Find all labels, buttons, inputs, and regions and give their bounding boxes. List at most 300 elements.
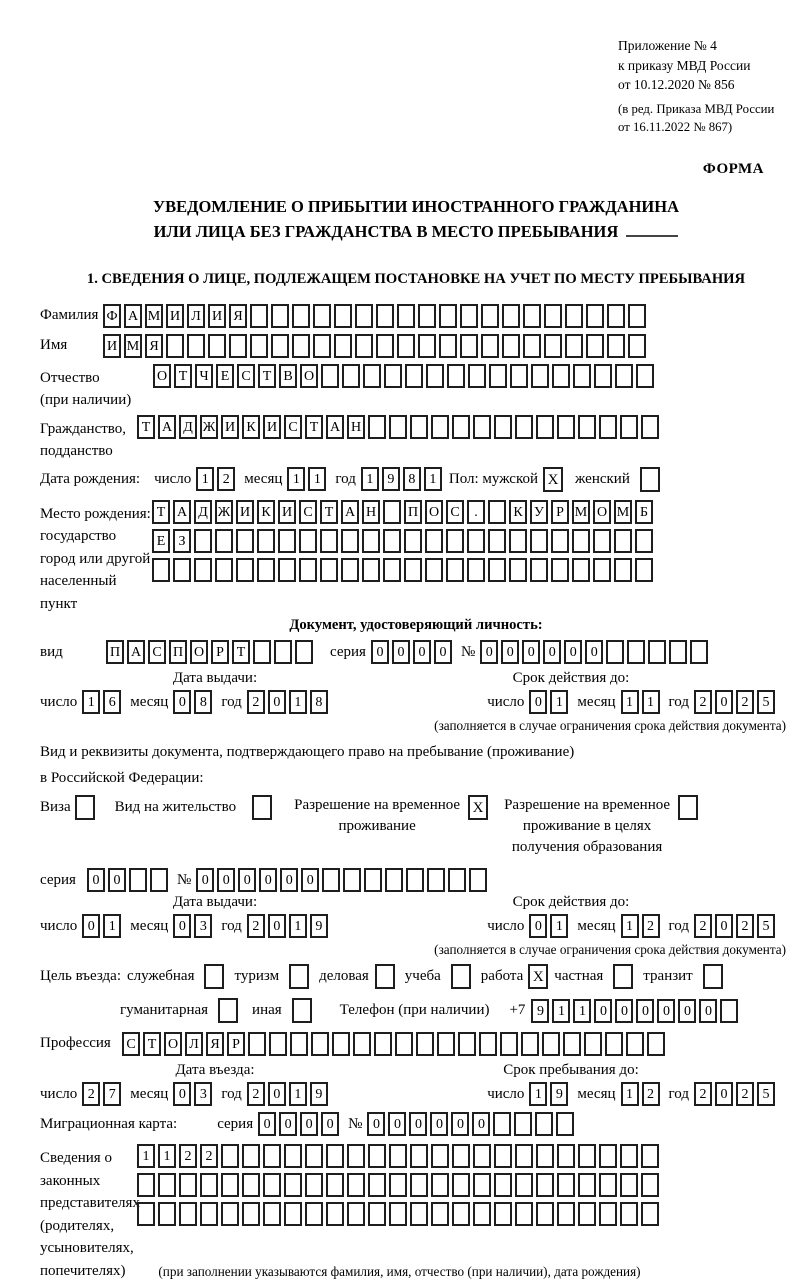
form-cell[interactable]: 0 <box>430 1112 448 1136</box>
form-cell[interactable] <box>332 1032 350 1056</box>
form-cell[interactable] <box>641 415 659 439</box>
form-cell[interactable]: Б <box>635 500 653 524</box>
form-cell[interactable]: 2 <box>247 1082 265 1106</box>
form-cell[interactable]: 0 <box>196 868 214 892</box>
form-cell[interactable]: Т <box>320 500 338 524</box>
form-cell[interactable] <box>271 334 289 358</box>
form-cell[interactable] <box>376 304 394 328</box>
form-cell[interactable]: И <box>263 415 281 439</box>
form-cell[interactable] <box>467 529 485 553</box>
form-cell[interactable]: Т <box>232 640 250 664</box>
form-cell[interactable] <box>320 558 338 582</box>
form-cell[interactable] <box>635 558 653 582</box>
form-cell[interactable] <box>278 558 296 582</box>
form-cell[interactable]: Т <box>152 500 170 524</box>
purpose-business-checkbox[interactable] <box>375 964 395 989</box>
form-cell[interactable] <box>397 304 415 328</box>
form-cell[interactable]: 9 <box>310 1082 328 1106</box>
form-cell[interactable] <box>342 364 360 388</box>
form-cell[interactable] <box>187 334 205 358</box>
form-cell[interactable] <box>305 1173 323 1197</box>
form-cell[interactable] <box>488 500 506 524</box>
form-cell[interactable] <box>334 304 352 328</box>
form-cell[interactable] <box>493 1112 511 1136</box>
form-cell[interactable] <box>242 1202 260 1226</box>
form-cell[interactable] <box>362 558 380 582</box>
form-cell[interactable]: 1 <box>289 1082 307 1106</box>
form-cell[interactable] <box>439 334 457 358</box>
form-cell[interactable] <box>263 1173 281 1197</box>
form-cell[interactable]: П <box>106 640 124 664</box>
form-cell[interactable] <box>605 1032 623 1056</box>
form-cell[interactable]: 9 <box>531 999 549 1023</box>
form-cell[interactable] <box>599 1144 617 1168</box>
form-cell[interactable] <box>410 1173 428 1197</box>
form-cell[interactable]: 0 <box>564 640 582 664</box>
form-cell[interactable] <box>578 1144 596 1168</box>
form-cell[interactable]: Л <box>185 1032 203 1056</box>
form-cell[interactable] <box>274 640 292 664</box>
form-cell[interactable] <box>166 334 184 358</box>
form-cell[interactable] <box>284 1144 302 1168</box>
form-cell[interactable] <box>494 1173 512 1197</box>
form-cell[interactable]: Т <box>258 364 276 388</box>
temp-residence-checkbox[interactable]: X <box>468 795 488 820</box>
form-cell[interactable]: 2 <box>736 690 754 714</box>
form-cell[interactable] <box>347 1202 365 1226</box>
purpose-transit-checkbox[interactable] <box>703 964 723 989</box>
form-cell[interactable]: У <box>530 500 548 524</box>
temp-residence-edu-checkbox[interactable] <box>678 795 698 820</box>
form-cell[interactable]: 9 <box>310 914 328 938</box>
form-cell[interactable] <box>552 364 570 388</box>
form-cell[interactable]: Е <box>216 364 234 388</box>
form-cell[interactable] <box>410 415 428 439</box>
form-cell[interactable]: 0 <box>480 640 498 664</box>
form-cell[interactable]: 0 <box>217 868 235 892</box>
form-cell[interactable] <box>292 334 310 358</box>
form-cell[interactable]: 2 <box>217 467 235 491</box>
form-cell[interactable] <box>488 558 506 582</box>
form-cell[interactable] <box>530 558 548 582</box>
form-cell[interactable] <box>523 334 541 358</box>
form-cell[interactable]: С <box>237 364 255 388</box>
form-cell[interactable] <box>431 1202 449 1226</box>
purpose-other-checkbox[interactable] <box>292 998 312 1023</box>
form-cell[interactable] <box>460 304 478 328</box>
form-cell[interactable]: 3 <box>194 914 212 938</box>
form-cell[interactable]: 0 <box>636 999 654 1023</box>
form-cell[interactable]: 2 <box>200 1144 218 1168</box>
form-cell[interactable] <box>368 1173 386 1197</box>
form-cell[interactable] <box>628 334 646 358</box>
form-cell[interactable] <box>607 334 625 358</box>
purpose-study-checkbox[interactable] <box>451 964 471 989</box>
form-cell[interactable]: С <box>284 415 302 439</box>
form-cell[interactable] <box>322 868 340 892</box>
form-cell[interactable]: О <box>164 1032 182 1056</box>
form-cell[interactable] <box>416 1032 434 1056</box>
form-cell[interactable] <box>542 1032 560 1056</box>
form-cell[interactable]: П <box>404 500 422 524</box>
form-cell[interactable] <box>383 500 401 524</box>
form-cell[interactable] <box>347 1144 365 1168</box>
form-cell[interactable]: 0 <box>434 640 452 664</box>
form-cell[interactable] <box>242 1144 260 1168</box>
form-cell[interactable] <box>334 334 352 358</box>
form-cell[interactable]: 1 <box>424 467 442 491</box>
form-cell[interactable]: 0 <box>258 1112 276 1136</box>
form-cell[interactable]: В <box>279 364 297 388</box>
form-cell[interactable]: 1 <box>642 690 660 714</box>
form-cell[interactable]: Т <box>174 364 192 388</box>
form-cell[interactable] <box>194 558 212 582</box>
form-cell[interactable] <box>593 529 611 553</box>
form-cell[interactable] <box>544 334 562 358</box>
form-cell[interactable] <box>460 334 478 358</box>
form-cell[interactable] <box>404 529 422 553</box>
form-cell[interactable] <box>620 1202 638 1226</box>
form-cell[interactable] <box>551 558 569 582</box>
form-cell[interactable]: 0 <box>715 914 733 938</box>
form-cell[interactable] <box>599 1173 617 1197</box>
form-cell[interactable]: 0 <box>367 1112 385 1136</box>
form-cell[interactable] <box>250 334 268 358</box>
form-cell[interactable] <box>158 1173 176 1197</box>
form-cell[interactable]: 1 <box>308 467 326 491</box>
purpose-tourism-checkbox[interactable] <box>289 964 309 989</box>
form-cell[interactable] <box>620 415 638 439</box>
form-cell[interactable] <box>364 868 382 892</box>
form-cell[interactable]: 0 <box>259 868 277 892</box>
form-cell[interactable]: И <box>166 304 184 328</box>
form-cell[interactable] <box>425 558 443 582</box>
form-cell[interactable] <box>368 415 386 439</box>
form-cell[interactable]: 2 <box>247 914 265 938</box>
form-cell[interactable] <box>221 1144 239 1168</box>
form-cell[interactable] <box>257 558 275 582</box>
form-cell[interactable]: 1 <box>158 1144 176 1168</box>
form-cell[interactable] <box>599 1202 617 1226</box>
form-cell[interactable] <box>565 334 583 358</box>
form-cell[interactable] <box>494 415 512 439</box>
form-cell[interactable] <box>556 1112 574 1136</box>
form-cell[interactable]: Я <box>229 304 247 328</box>
form-cell[interactable] <box>257 529 275 553</box>
form-cell[interactable]: 1 <box>552 999 570 1023</box>
form-cell[interactable]: 5 <box>757 914 775 938</box>
form-cell[interactable]: С <box>148 640 166 664</box>
form-cell[interactable] <box>439 304 457 328</box>
purpose-work-checkbox[interactable]: X <box>528 964 548 989</box>
form-cell[interactable]: 8 <box>194 690 212 714</box>
form-cell[interactable] <box>458 1032 476 1056</box>
form-cell[interactable] <box>515 1144 533 1168</box>
form-cell[interactable] <box>320 529 338 553</box>
form-cell[interactable]: 0 <box>280 868 298 892</box>
form-cell[interactable]: М <box>614 500 632 524</box>
form-cell[interactable] <box>405 364 423 388</box>
form-cell[interactable]: 2 <box>642 914 660 938</box>
form-cell[interactable] <box>299 558 317 582</box>
form-cell[interactable] <box>720 999 738 1023</box>
form-cell[interactable]: 3 <box>194 1082 212 1106</box>
form-cell[interactable] <box>271 304 289 328</box>
form-cell[interactable] <box>572 529 590 553</box>
form-cell[interactable] <box>236 558 254 582</box>
form-cell[interactable] <box>194 529 212 553</box>
form-cell[interactable]: 0 <box>615 999 633 1023</box>
form-cell[interactable]: 2 <box>694 914 712 938</box>
form-cell[interactable] <box>578 1202 596 1226</box>
form-cell[interactable] <box>593 558 611 582</box>
form-cell[interactable]: 1 <box>196 467 214 491</box>
form-cell[interactable] <box>626 1032 644 1056</box>
form-cell[interactable] <box>523 304 541 328</box>
form-cell[interactable]: . <box>467 500 485 524</box>
form-cell[interactable]: 1 <box>621 914 639 938</box>
form-cell[interactable]: И <box>103 334 121 358</box>
form-cell[interactable]: 1 <box>529 1082 547 1106</box>
form-cell[interactable]: 0 <box>413 640 431 664</box>
form-cell[interactable] <box>321 364 339 388</box>
form-cell[interactable] <box>515 415 533 439</box>
form-cell[interactable] <box>452 1144 470 1168</box>
sex-female-checkbox[interactable] <box>640 467 660 492</box>
form-cell[interactable] <box>584 1032 602 1056</box>
form-cell[interactable] <box>389 415 407 439</box>
form-cell[interactable] <box>278 529 296 553</box>
form-cell[interactable] <box>341 558 359 582</box>
form-cell[interactable] <box>215 558 233 582</box>
form-cell[interactable] <box>343 868 361 892</box>
form-cell[interactable]: 0 <box>501 640 519 664</box>
form-cell[interactable]: 0 <box>529 690 547 714</box>
form-cell[interactable] <box>614 558 632 582</box>
form-cell[interactable]: Н <box>362 500 380 524</box>
form-cell[interactable] <box>627 640 645 664</box>
form-cell[interactable]: 8 <box>310 690 328 714</box>
form-cell[interactable]: Р <box>227 1032 245 1056</box>
form-cell[interactable]: М <box>124 334 142 358</box>
form-cell[interactable]: Т <box>143 1032 161 1056</box>
form-cell[interactable]: 5 <box>757 1082 775 1106</box>
form-cell[interactable]: М <box>572 500 590 524</box>
form-cell[interactable] <box>473 1202 491 1226</box>
form-cell[interactable] <box>578 1173 596 1197</box>
form-cell[interactable]: 1 <box>287 467 305 491</box>
form-cell[interactable]: 0 <box>543 640 561 664</box>
form-cell[interactable] <box>641 1202 659 1226</box>
form-cell[interactable] <box>606 640 624 664</box>
purpose-humanitarian-checkbox[interactable] <box>218 998 238 1023</box>
form-cell[interactable] <box>215 529 233 553</box>
form-cell[interactable] <box>173 558 191 582</box>
form-cell[interactable] <box>427 868 445 892</box>
form-cell[interactable] <box>389 1144 407 1168</box>
form-cell[interactable] <box>395 1032 413 1056</box>
form-cell[interactable]: Л <box>187 304 205 328</box>
form-cell[interactable]: 0 <box>388 1112 406 1136</box>
form-cell[interactable] <box>578 415 596 439</box>
form-cell[interactable]: Н <box>347 415 365 439</box>
form-cell[interactable]: 2 <box>736 1082 754 1106</box>
form-cell[interactable]: Ж <box>215 500 233 524</box>
form-cell[interactable] <box>311 1032 329 1056</box>
form-cell[interactable] <box>376 334 394 358</box>
form-cell[interactable]: Р <box>551 500 569 524</box>
form-cell[interactable] <box>341 529 359 553</box>
form-cell[interactable]: 0 <box>472 1112 490 1136</box>
form-cell[interactable] <box>313 304 331 328</box>
form-cell[interactable]: 1 <box>621 1082 639 1106</box>
form-cell[interactable]: А <box>127 640 145 664</box>
form-cell[interactable] <box>494 1144 512 1168</box>
form-cell[interactable] <box>481 304 499 328</box>
form-cell[interactable]: 0 <box>173 1082 191 1106</box>
form-cell[interactable]: 1 <box>573 999 591 1023</box>
form-cell[interactable]: 0 <box>594 999 612 1023</box>
form-cell[interactable]: 0 <box>173 914 191 938</box>
form-cell[interactable] <box>326 1173 344 1197</box>
form-cell[interactable] <box>253 640 271 664</box>
form-cell[interactable] <box>563 1032 581 1056</box>
form-cell[interactable] <box>397 334 415 358</box>
form-cell[interactable] <box>565 304 583 328</box>
form-cell[interactable]: О <box>153 364 171 388</box>
form-cell[interactable] <box>410 1202 428 1226</box>
form-cell[interactable]: 0 <box>657 999 675 1023</box>
form-cell[interactable] <box>326 1144 344 1168</box>
form-cell[interactable] <box>418 334 436 358</box>
form-cell[interactable] <box>383 529 401 553</box>
form-cell[interactable] <box>502 304 520 328</box>
form-cell[interactable] <box>389 1173 407 1197</box>
form-cell[interactable] <box>607 304 625 328</box>
form-cell[interactable]: О <box>425 500 443 524</box>
form-cell[interactable] <box>669 640 687 664</box>
form-cell[interactable] <box>690 640 708 664</box>
form-cell[interactable]: 0 <box>301 868 319 892</box>
form-cell[interactable] <box>305 1144 323 1168</box>
purpose-private-checkbox[interactable] <box>613 964 633 989</box>
form-cell[interactable] <box>447 364 465 388</box>
form-cell[interactable]: 0 <box>451 1112 469 1136</box>
form-cell[interactable] <box>551 529 569 553</box>
form-cell[interactable] <box>236 529 254 553</box>
form-cell[interactable] <box>208 334 226 358</box>
form-cell[interactable] <box>179 1202 197 1226</box>
form-cell[interactable]: 1 <box>289 690 307 714</box>
form-cell[interactable] <box>446 529 464 553</box>
form-cell[interactable] <box>290 1032 308 1056</box>
form-cell[interactable]: 1 <box>550 914 568 938</box>
form-cell[interactable]: Я <box>206 1032 224 1056</box>
form-cell[interactable] <box>481 334 499 358</box>
form-cell[interactable]: 6 <box>103 690 121 714</box>
form-cell[interactable] <box>221 1202 239 1226</box>
form-cell[interactable] <box>137 1202 155 1226</box>
form-cell[interactable]: 0 <box>585 640 603 664</box>
form-cell[interactable]: А <box>173 500 191 524</box>
form-cell[interactable] <box>452 1202 470 1226</box>
form-cell[interactable]: Т <box>137 415 155 439</box>
form-cell[interactable] <box>410 1144 428 1168</box>
form-cell[interactable]: Р <box>211 640 229 664</box>
form-cell[interactable] <box>572 558 590 582</box>
form-cell[interactable] <box>467 558 485 582</box>
form-cell[interactable] <box>469 868 487 892</box>
form-cell[interactable]: П <box>169 640 187 664</box>
form-cell[interactable] <box>514 1112 532 1136</box>
form-cell[interactable] <box>509 558 527 582</box>
form-cell[interactable] <box>641 1173 659 1197</box>
form-cell[interactable] <box>248 1032 266 1056</box>
form-cell[interactable]: 0 <box>678 999 696 1023</box>
form-cell[interactable] <box>347 1173 365 1197</box>
form-cell[interactable] <box>647 1032 665 1056</box>
form-cell[interactable]: С <box>122 1032 140 1056</box>
sex-male-checkbox[interactable]: X <box>543 467 563 492</box>
form-cell[interactable] <box>263 1202 281 1226</box>
form-cell[interactable] <box>389 1202 407 1226</box>
form-cell[interactable] <box>536 1173 554 1197</box>
form-cell[interactable] <box>648 640 666 664</box>
form-cell[interactable]: 2 <box>247 690 265 714</box>
form-cell[interactable] <box>557 1173 575 1197</box>
form-cell[interactable]: Д <box>194 500 212 524</box>
form-cell[interactable] <box>404 558 422 582</box>
form-cell[interactable] <box>635 529 653 553</box>
visa-checkbox[interactable] <box>75 795 95 820</box>
form-cell[interactable]: 2 <box>82 1082 100 1106</box>
form-cell[interactable]: 1 <box>550 690 568 714</box>
form-cell[interactable]: 0 <box>321 1112 339 1136</box>
form-cell[interactable]: 7 <box>103 1082 121 1106</box>
form-cell[interactable] <box>509 529 527 553</box>
form-cell[interactable]: 9 <box>382 467 400 491</box>
form-cell[interactable] <box>573 364 591 388</box>
form-cell[interactable]: 0 <box>87 868 105 892</box>
form-cell[interactable] <box>368 1202 386 1226</box>
form-cell[interactable] <box>515 1173 533 1197</box>
form-cell[interactable] <box>557 1144 575 1168</box>
form-cell[interactable]: 0 <box>108 868 126 892</box>
form-cell[interactable]: 2 <box>736 914 754 938</box>
residence-permit-checkbox[interactable] <box>252 795 272 820</box>
form-cell[interactable]: Т <box>305 415 323 439</box>
form-cell[interactable] <box>586 334 604 358</box>
form-cell[interactable]: 0 <box>392 640 410 664</box>
form-cell[interactable] <box>530 529 548 553</box>
form-cell[interactable] <box>536 1144 554 1168</box>
form-cell[interactable]: О <box>593 500 611 524</box>
purpose-official-checkbox[interactable] <box>204 964 224 989</box>
form-cell[interactable]: 2 <box>694 690 712 714</box>
form-cell[interactable] <box>620 1173 638 1197</box>
form-cell[interactable]: 0 <box>715 1082 733 1106</box>
form-cell[interactable]: Ч <box>195 364 213 388</box>
form-cell[interactable]: 1 <box>103 914 121 938</box>
form-cell[interactable]: А <box>326 415 344 439</box>
form-cell[interactable] <box>355 304 373 328</box>
form-cell[interactable]: Д <box>179 415 197 439</box>
form-cell[interactable] <box>502 334 520 358</box>
form-cell[interactable] <box>488 529 506 553</box>
form-cell[interactable] <box>385 868 403 892</box>
form-cell[interactable] <box>641 1144 659 1168</box>
form-cell[interactable]: М <box>145 304 163 328</box>
